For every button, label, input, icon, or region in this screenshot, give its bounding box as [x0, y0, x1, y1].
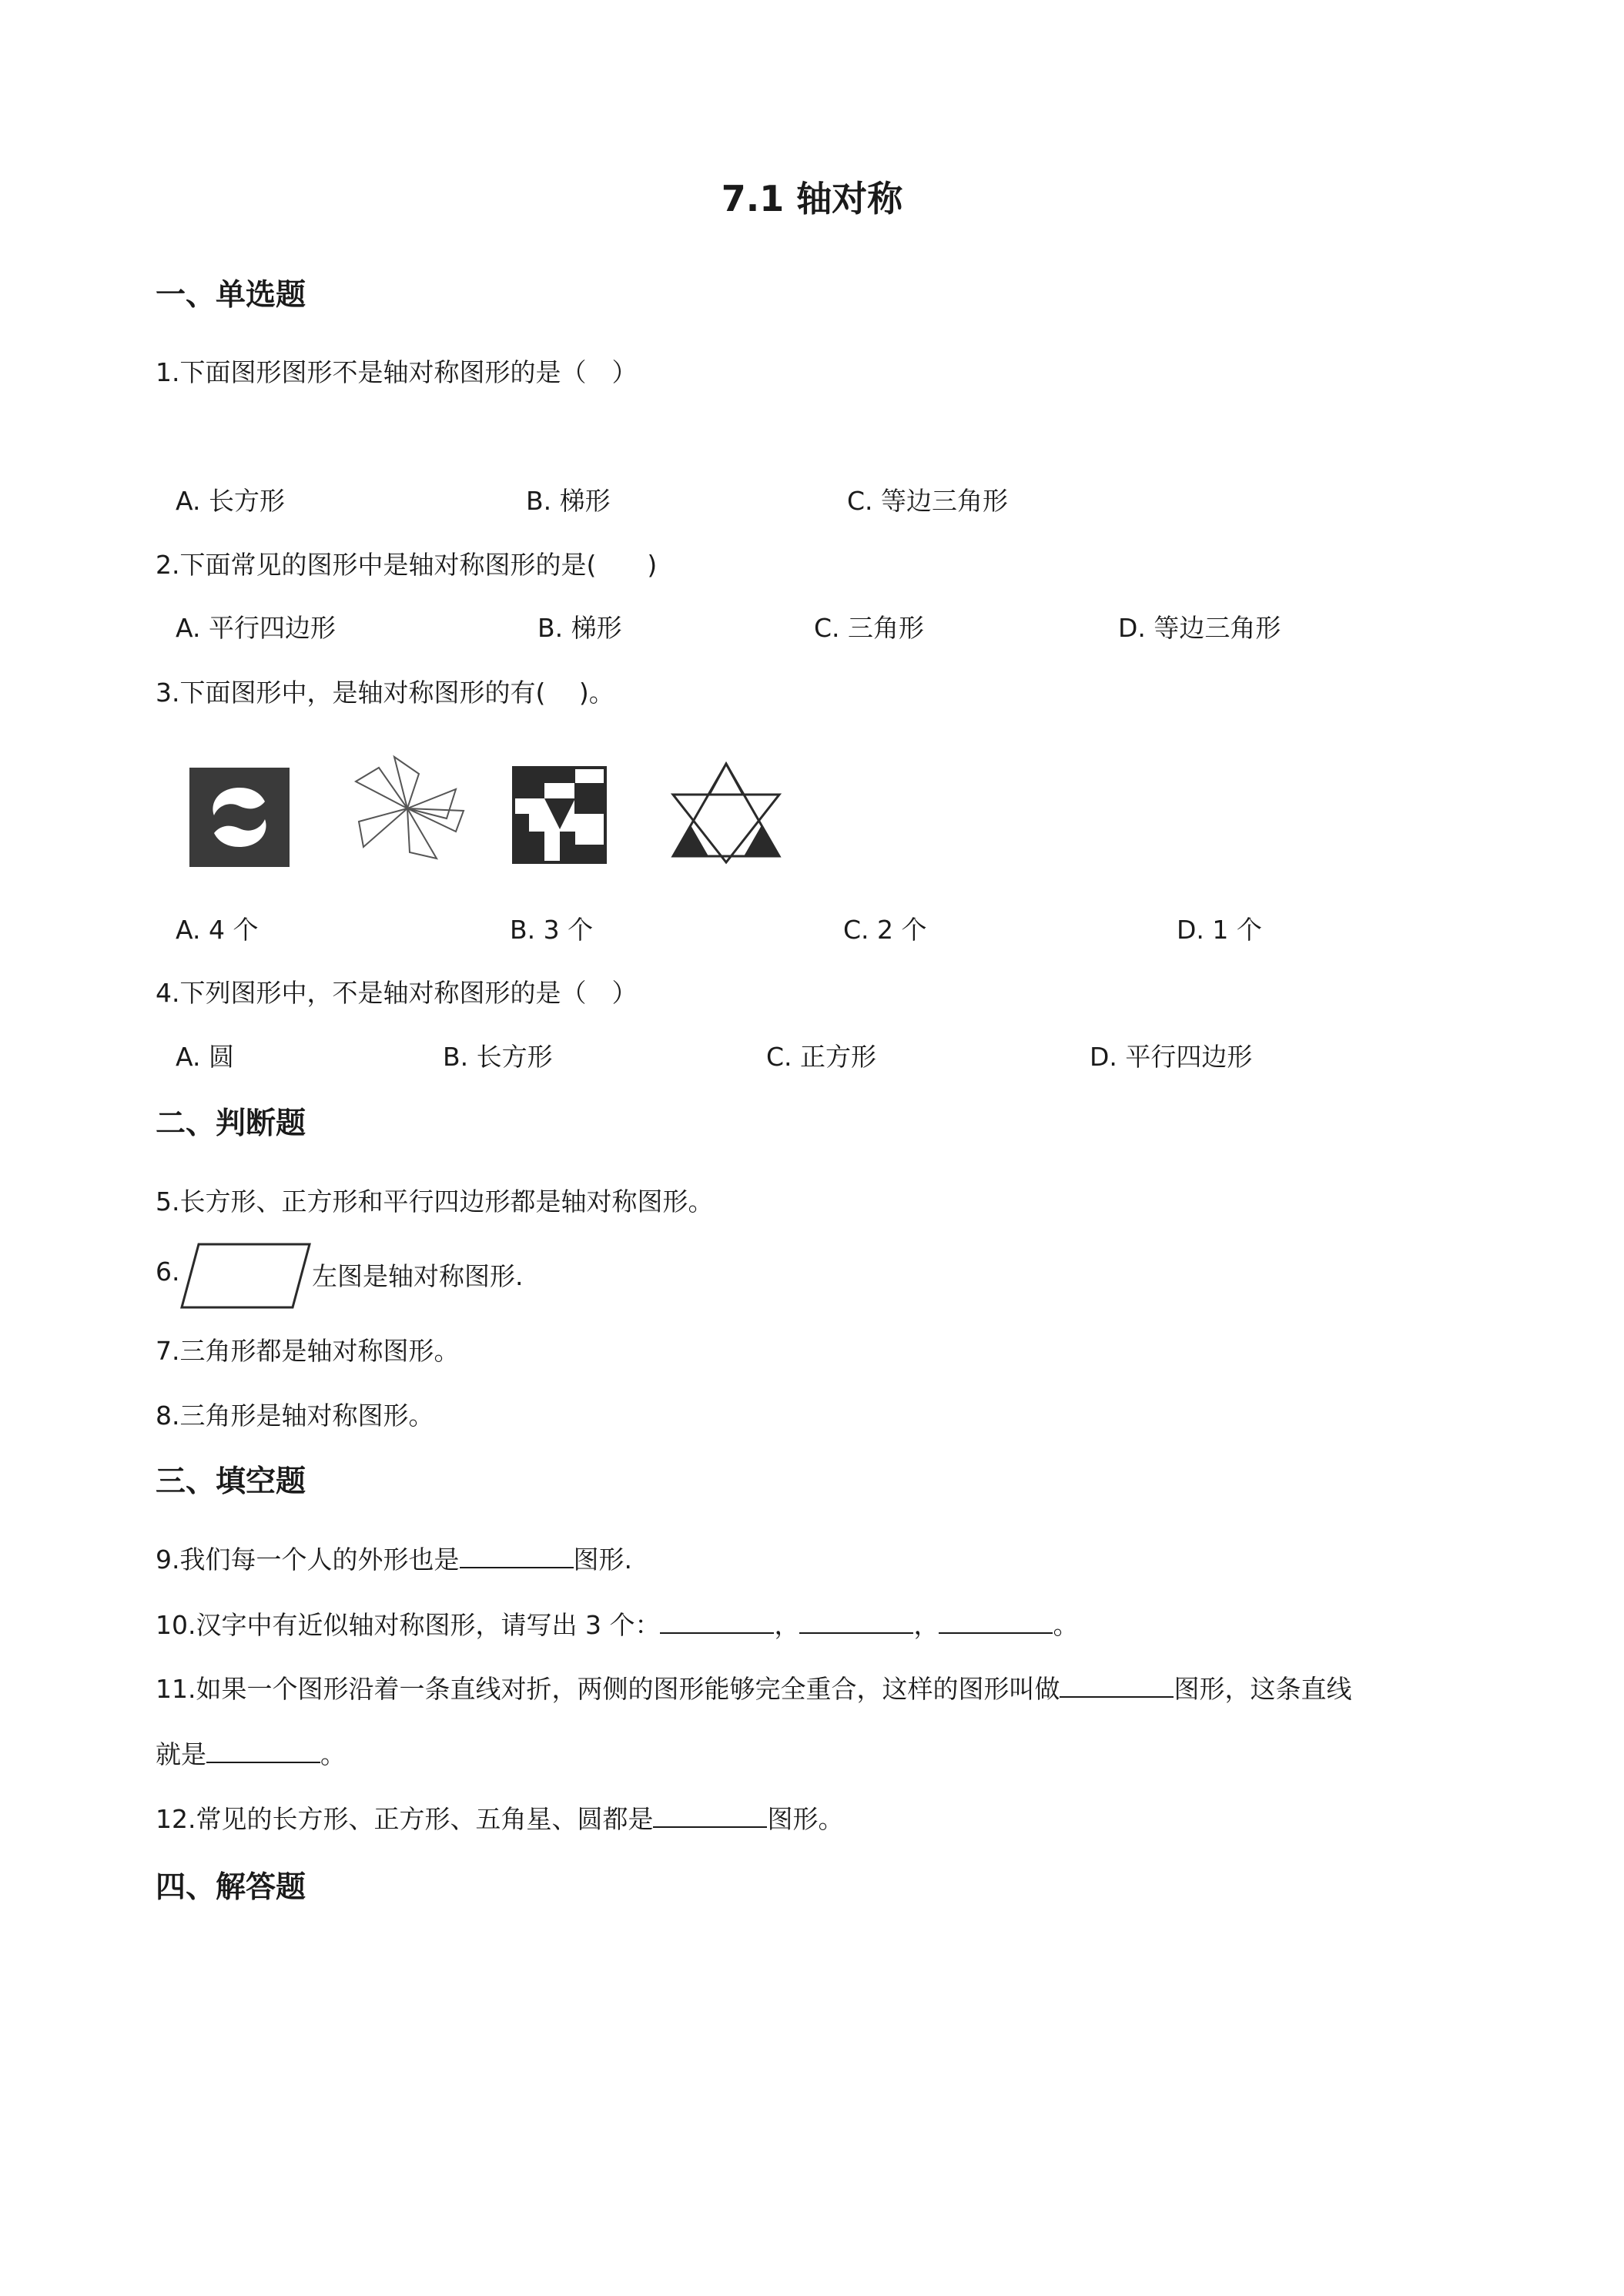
q9-text-before: 9.我们每一个人的外形也是 — [156, 1545, 460, 1575]
q2-option-c: C. 三角形 — [814, 613, 925, 643]
q1-option-a: A. 长方形 — [176, 486, 285, 516]
q10-text-before: 10.汉字中有近似轴对称图形，请写出 3 个： — [156, 1610, 661, 1640]
section-heading-single-choice: 一、单选题 — [156, 278, 306, 313]
question-11-line-2 — [156, 1735, 346, 1771]
q10-text-after: 。 — [1053, 1610, 1079, 1640]
section-heading-answer: 四、解答题 — [156, 1870, 306, 1905]
checker-square-figure — [512, 766, 607, 864]
q9-text-after: 图形. — [573, 1545, 632, 1575]
question-3-stem: 3.下面图形中，是轴对称图形的有( )。 — [156, 678, 614, 708]
question-6-text: 左图是轴对称图形. — [312, 1261, 524, 1291]
question-4-stem: 4.下列图形中，不是轴对称图形的是（ ） — [156, 978, 638, 1008]
q4-option-b: B. 长方形 — [443, 1042, 553, 1072]
q9-blank[interactable] — [460, 1544, 574, 1568]
question-8: 8.三角形是轴对称图形。 — [156, 1401, 434, 1431]
question-6-number: 6. — [156, 1257, 180, 1287]
q12-text-after: 图形。 — [767, 1804, 844, 1834]
q10-blank-1[interactable] — [660, 1609, 774, 1634]
q1-option-c: C. 等边三角形 — [847, 486, 1009, 516]
q3-option-b: B. 3 个 — [510, 915, 594, 945]
q12-text-before: 12.常见的长方形、正方形、五角星、圆都是 — [156, 1804, 654, 1834]
q11-text-line1-before: 11.如果一个图形沿着一条直线对折，两侧的图形能够完全重合，这样的图形叫做 — [156, 1674, 1060, 1704]
pinwheel-figure — [348, 751, 467, 866]
q10-blank-3[interactable] — [939, 1609, 1053, 1634]
q4-option-c: C. 正方形 — [766, 1042, 877, 1072]
question-11-line-1 — [156, 1669, 1351, 1705]
page-title: 7.1 轴对称 — [721, 178, 903, 219]
q11-text-line1-after: 图形，这条直线 — [1174, 1674, 1352, 1704]
q10-separator-1: ， — [774, 1610, 800, 1640]
q2-option-b: B. 梯形 — [537, 613, 622, 643]
q2-option-a: A. 平行四边形 — [176, 613, 336, 643]
q11-text-line2-before: 就是 — [156, 1739, 206, 1769]
section-heading-true-false: 二、判断题 — [156, 1106, 306, 1141]
q10-blank-2[interactable] — [799, 1609, 913, 1634]
question-12 — [156, 1799, 843, 1836]
section-heading-fill-blank: 三、填空题 — [156, 1464, 306, 1499]
q3-option-a: A. 4 个 — [176, 915, 259, 945]
swirl-square-figure — [188, 766, 291, 869]
q4-option-a: A. 圆 — [176, 1042, 234, 1072]
q3-option-c: C. 2 个 — [843, 915, 927, 945]
question-2-stem: 2.下面常见的图形中是轴对称图形的是( ) — [156, 550, 658, 580]
star-of-david-figure — [668, 761, 784, 865]
question-10 — [156, 1605, 1078, 1642]
q11-blank-1[interactable] — [1060, 1673, 1174, 1698]
q11-blank-2[interactable] — [206, 1739, 320, 1763]
q4-option-d: D. 平行四边形 — [1090, 1042, 1253, 1072]
question-7: 7.三角形都是轴对称图形。 — [156, 1336, 460, 1366]
q2-option-d: D. 等边三角形 — [1118, 613, 1281, 643]
question-1-stem: 1.下面图形图形不是轴对称图形的是（ ） — [156, 357, 638, 387]
q10-separator-2: ， — [913, 1610, 939, 1640]
parallelogram-figure — [179, 1243, 313, 1309]
q11-text-line2-after: 。 — [320, 1739, 346, 1769]
q1-option-b: B. 梯形 — [526, 486, 611, 516]
question-9 — [156, 1540, 632, 1576]
question-5: 5.长方形、正方形和平行四边形都是轴对称图形。 — [156, 1186, 714, 1217]
q3-option-d: D. 1 个 — [1177, 915, 1262, 945]
q12-blank[interactable] — [653, 1803, 767, 1828]
